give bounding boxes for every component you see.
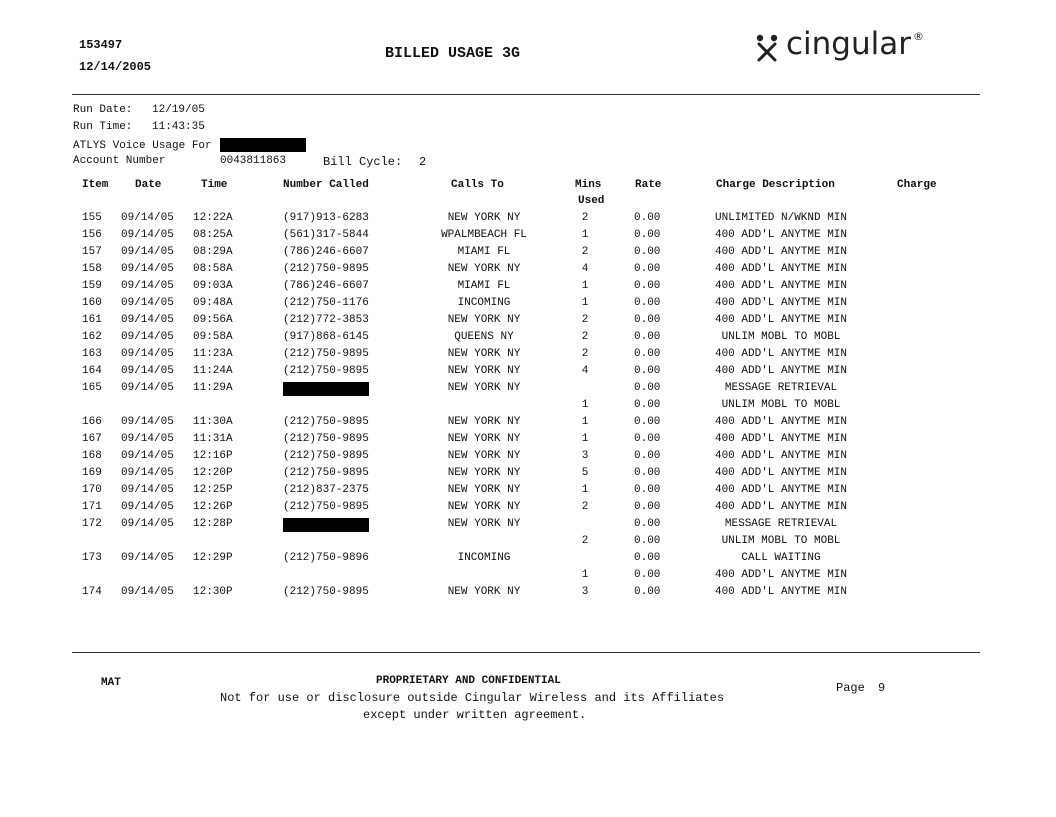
cell-mins-used: 2 [581,348,589,360]
cell-item: 169 [82,467,102,479]
column-header-date: Date [135,179,162,191]
cell-date: 09/14/05 [121,467,174,479]
document-date: 12/14/2005 [79,60,152,74]
cell-calls-to: NEW YORK NY [447,416,521,428]
column-header-rate: Rate [635,179,662,191]
cell-mins-used: 2 [581,314,589,326]
footer-code: MAT [101,677,121,689]
cell-item: 172 [82,518,102,530]
cell-date: 09/14/05 [121,518,174,530]
cell-date: 09/14/05 [121,501,174,513]
cell-item: 174 [82,586,102,598]
cell-rate: 0.00 [634,365,661,377]
cell-calls-to: MIAMI FL [457,280,511,292]
cell-rate: 0.00 [634,331,661,343]
cell-number-called [283,382,369,396]
table-row [0,212,1056,229]
cell-number-called: (212)772-3853 [283,314,369,326]
cell-time: 09:03A [193,280,233,292]
cell-item: 159 [82,280,102,292]
cell-item: 171 [82,501,102,513]
cell-number-called: (212)750-9895 [283,433,369,445]
redacted-name-block [220,138,306,152]
cell-number-called: (917)868-6145 [283,331,369,343]
cell-rate: 0.00 [634,433,661,445]
confidential-line-1: Not for use or disclosure outside Cingular Wireless and its Affiliates [220,691,725,705]
cell-mins-used: 2 [581,501,589,513]
run-date-value: 12/19/05 [152,104,205,116]
cell-calls-to: MIAMI FL [457,246,511,258]
run-date-label: Run Date: [73,104,133,116]
cell-item: 166 [82,416,102,428]
table-row [0,297,1056,314]
cell-time: 12:16P [193,450,233,462]
cell-number-called: (786)246-6607 [283,246,369,258]
redacted-number-block [283,518,369,532]
column-header-calls-to: Calls To [451,179,504,191]
cell-mins-used: 1 [581,297,589,309]
cell-number-called: (212)837-2375 [283,484,369,496]
page-title: BILLED USAGE 3G [385,45,521,62]
cell-calls-to: NEW YORK NY [447,348,521,360]
cell-number-called [283,518,369,532]
cell-item: 165 [82,382,102,394]
run-date-line [73,104,205,116]
cell-charge-description: 400 ADD'L ANYTME MIN [714,433,848,445]
table-row [0,280,1056,297]
table-row [0,552,1056,569]
cell-item: 155 [82,212,102,224]
cell-time: 08:25A [193,229,233,241]
usage-line [73,138,306,152]
redacted-number-block [283,382,369,396]
column-header-item: Item [82,179,109,191]
cell-date: 09/14/05 [121,552,174,564]
cell-calls-to: NEW YORK NY [447,433,521,445]
cell-charge-description: UNLIMITED N/WKND MIN [714,212,848,224]
cell-calls-to: NEW YORK NY [447,518,521,530]
cell-date: 09/14/05 [121,246,174,258]
cell-time: 08:58A [193,263,233,275]
cell-rate: 0.00 [634,535,661,547]
cell-calls-to: INCOMING [457,552,511,564]
cell-date: 09/14/05 [121,331,174,343]
cell-rate: 0.00 [634,569,661,581]
cell-date: 09/14/05 [121,348,174,360]
table-row [0,586,1056,603]
cell-number-called: (212)750-9895 [283,501,369,513]
cell-rate: 0.00 [634,382,661,394]
cell-item: 156 [82,229,102,241]
cell-mins-used: 2 [581,331,589,343]
footer-divider [72,652,980,653]
cell-calls-to: NEW YORK NY [447,501,521,513]
cell-mins-used: 1 [581,416,589,428]
cell-calls-to: NEW YORK NY [447,467,521,479]
cell-item: 163 [82,348,102,360]
cell-mins-used: 1 [581,229,589,241]
page-label: Page [836,681,865,695]
cell-charge-description: 400 ADD'L ANYTME MIN [714,297,848,309]
table-row [0,433,1056,450]
cell-charge-description: 400 ADD'L ANYTME MIN [714,263,848,275]
table-row [0,569,1056,586]
cell-calls-to: WPALMBEACH FL [441,229,527,241]
cell-rate: 0.00 [634,518,661,530]
table-row [0,450,1056,467]
confidential-heading: PROPRIETARY AND CONFIDENTIAL [376,675,561,687]
table-row [0,365,1056,382]
cell-time: 11:29A [193,382,233,394]
page-indicator [836,681,885,695]
cell-charge-description: 400 ADD'L ANYTME MIN [714,569,848,581]
cell-calls-to: NEW YORK NY [447,365,521,377]
cell-number-called: (212)750-9896 [283,552,369,564]
cell-charge-description: 400 ADD'L ANYTME MIN [714,280,848,292]
cell-date: 09/14/05 [121,416,174,428]
cell-time: 09:58A [193,331,233,343]
bill-cycle-label: Bill Cycle: [323,155,403,169]
cell-mins-used: 5 [581,467,589,479]
cell-calls-to: NEW YORK NY [447,263,521,275]
cell-charge-description: 400 ADD'L ANYTME MIN [714,314,848,326]
cell-time: 11:23A [193,348,233,360]
table-row [0,484,1056,501]
cell-charge-description: 400 ADD'L ANYTME MIN [714,365,848,377]
cell-charge-description: 400 ADD'L ANYTME MIN [714,501,848,513]
cell-mins-used: 1 [581,484,589,496]
cell-rate: 0.00 [634,280,661,292]
cell-number-called: (212)750-9895 [283,416,369,428]
table-row [0,501,1056,518]
table-row [0,382,1056,399]
cell-mins-used: 1 [581,399,589,411]
cell-date: 09/14/05 [121,484,174,496]
run-time-label: Run Time: [73,121,133,133]
bill-cycle-value: 2 [419,155,427,169]
cell-date: 09/14/05 [121,382,174,394]
cell-calls-to: INCOMING [457,297,511,309]
cell-charge-description: 400 ADD'L ANYTME MIN [714,416,848,428]
cell-item: 162 [82,331,102,343]
cell-rate: 0.00 [634,399,661,411]
cell-mins-used: 2 [581,246,589,258]
cell-rate: 0.00 [634,552,661,564]
table-row [0,348,1056,365]
cell-rate: 0.00 [634,212,661,224]
cell-mins-used: 2 [581,212,589,224]
cell-time: 11:24A [193,365,233,377]
run-time-line [73,121,205,133]
cell-rate: 0.00 [634,314,661,326]
table-row [0,535,1056,552]
column-header-mins: Mins [575,179,602,191]
cell-rate: 0.00 [634,229,661,241]
cell-item: 168 [82,450,102,462]
cell-date: 09/14/05 [121,365,174,377]
cell-item: 157 [82,246,102,258]
cell-item: 164 [82,365,102,377]
cell-date: 09/14/05 [121,297,174,309]
cell-date: 09/14/05 [121,280,174,292]
cell-date: 09/14/05 [121,450,174,462]
cell-mins-used: 1 [581,280,589,292]
table-row [0,263,1056,280]
cell-time: 11:30A [193,416,233,428]
cell-charge-description: 400 ADD'L ANYTME MIN [714,450,848,462]
cell-calls-to: NEW YORK NY [447,586,521,598]
table-row [0,467,1056,484]
column-header-charge-description: Charge Description [716,179,835,191]
cell-rate: 0.00 [634,348,661,360]
cell-rate: 0.00 [634,501,661,513]
cell-number-called: (212)750-9895 [283,586,369,598]
column-header-time: Time [201,179,228,191]
cell-rate: 0.00 [634,450,661,462]
cell-mins-used: 1 [581,569,589,581]
cell-number-called: (212)750-9895 [283,450,369,462]
table-row [0,331,1056,348]
cell-rate: 0.00 [634,416,661,428]
table-row [0,399,1056,416]
cell-rate: 0.00 [634,484,661,496]
cell-calls-to: QUEENS NY [454,331,514,343]
cell-number-called: (212)750-9895 [283,263,369,275]
table-row [0,229,1056,246]
table-row [0,246,1056,263]
cell-charge-description: 400 ADD'L ANYTME MIN [714,586,848,598]
cell-charge-description: UNLIM MOBL TO MOBL [721,331,841,343]
cell-charge-description: CALL WAITING [741,552,821,564]
cingular-logo [754,26,924,62]
cell-calls-to: NEW YORK NY [447,382,521,394]
cell-date: 09/14/05 [121,433,174,445]
cell-charge-description: UNLIM MOBL TO MOBL [721,535,841,547]
cell-date: 09/14/05 [121,263,174,275]
cell-number-called: (212)750-1176 [283,297,369,309]
cell-date: 09/14/05 [121,212,174,224]
cell-item: 173 [82,552,102,564]
cell-mins-used: 4 [581,365,589,377]
cell-item: 161 [82,314,102,326]
cell-calls-to: NEW YORK NY [447,450,521,462]
account-number-label: Account Number [73,155,166,167]
cell-rate: 0.00 [634,297,661,309]
cell-rate: 0.00 [634,246,661,258]
cell-mins-used: 4 [581,263,589,275]
logo-text: cingular [786,26,911,62]
cell-number-called: (917)913-6283 [283,212,369,224]
cell-time: 12:20P [193,467,233,479]
cell-charge-description: 400 ADD'L ANYTME MIN [714,246,848,258]
cell-charge-description: UNLIM MOBL TO MOBL [721,399,841,411]
cell-charge-description: MESSAGE RETRIEVAL [724,382,838,394]
cell-item: 160 [82,297,102,309]
cell-number-called: (561)317-5844 [283,229,369,241]
cell-number-called: (212)750-9895 [283,365,369,377]
usage-label: ATLYS Voice Usage For [73,139,212,152]
cell-mins-used: 3 [581,450,589,462]
cell-item: 170 [82,484,102,496]
cell-number-called: (786)246-6607 [283,280,369,292]
cell-date: 09/14/05 [121,586,174,598]
column-header-number-called: Number Called [283,179,369,191]
column-header-charge: Charge [897,179,937,191]
table-row [0,314,1056,331]
cell-mins-used: 1 [581,433,589,445]
cell-charge-description: 400 ADD'L ANYTME MIN [714,229,848,241]
cell-rate: 0.00 [634,263,661,275]
cell-rate: 0.00 [634,586,661,598]
cell-item: 167 [82,433,102,445]
logo-registered-mark: ® [912,30,924,43]
cell-time: 12:22A [193,212,233,224]
cell-calls-to: NEW YORK NY [447,314,521,326]
cell-charge-description: MESSAGE RETRIEVAL [724,518,838,530]
account-number-value: 0043811863 [220,155,287,167]
cell-charge-description: 400 ADD'L ANYTME MIN [714,467,848,479]
cell-time: 09:56A [193,314,233,326]
cell-time: 12:30P [193,586,233,598]
cell-number-called: (212)750-9895 [283,467,369,479]
cell-time: 09:48A [193,297,233,309]
column-header-used: Used [578,195,605,207]
cell-item: 158 [82,263,102,275]
cell-time: 12:28P [193,518,233,530]
cell-charge-description: 400 ADD'L ANYTME MIN [714,348,848,360]
page-number: 9 [878,681,886,695]
cell-time: 08:29A [193,246,233,258]
cell-time: 12:25P [193,484,233,496]
cell-calls-to: NEW YORK NY [447,484,521,496]
cell-calls-to: NEW YORK NY [447,212,521,224]
document-id: 153497 [79,38,123,52]
header-divider [72,94,980,95]
cell-rate: 0.00 [634,467,661,479]
cell-charge-description: 400 ADD'L ANYTME MIN [714,484,848,496]
run-time-value: 11:43:35 [152,121,205,133]
cell-number-called: (212)750-9895 [283,348,369,360]
cell-time: 12:29P [193,552,233,564]
cell-date: 09/14/05 [121,229,174,241]
confidential-line-2: except under written agreement. [363,708,587,722]
table-row [0,416,1056,433]
cell-time: 12:26P [193,501,233,513]
account-line [73,155,427,169]
cingular-jack-icon [754,32,780,62]
cell-mins-used: 3 [581,586,589,598]
cell-time: 11:31A [193,433,233,445]
cell-date: 09/14/05 [121,314,174,326]
table-row [0,518,1056,535]
cell-mins-used: 2 [581,535,589,547]
